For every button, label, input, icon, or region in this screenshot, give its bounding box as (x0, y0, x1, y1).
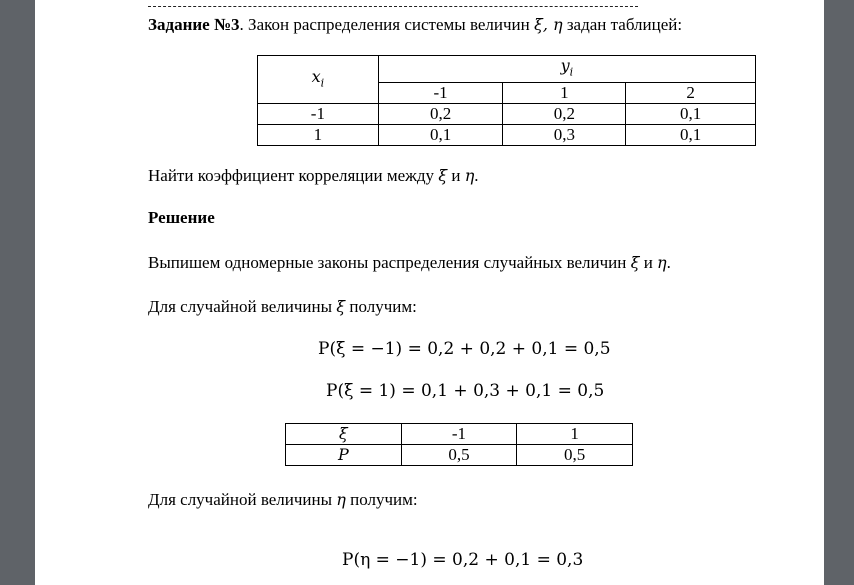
find-dot: . (474, 166, 479, 185)
document-page (35, 0, 824, 585)
p-label: P (286, 445, 402, 466)
col-header-cell (378, 56, 755, 83)
marginal-dot: . (666, 253, 671, 272)
table-row (258, 104, 756, 125)
find-and: и (447, 166, 465, 185)
formula-xi-one: P(ξ = 1) = 0,1 + 0,3 + 0,1 = 0,5 (326, 381, 605, 401)
formula-eta-minus-one: P(η = −1) = 0,2 + 0,1 = 0,3 (342, 550, 584, 570)
xi-value: -1 (401, 424, 517, 445)
xi-header: ξ (286, 424, 402, 445)
marginal-var-eta: η (657, 253, 667, 272)
formula-xi-minus-one: P(ξ = −1) = 0,2 + 0,2 + 0,1 = 0,5 (318, 339, 611, 359)
col-header-sub: i (569, 65, 574, 79)
find-var-eta: η (464, 166, 475, 185)
table-row (286, 424, 633, 445)
xi-intro-text: Для случайной величины (148, 297, 337, 316)
marginal-and: и (639, 253, 658, 272)
eta-intro-var: η (336, 490, 346, 509)
marginal-intro (148, 253, 671, 273)
row-header: x (311, 66, 321, 86)
xi-probability: 0,5 (517, 445, 633, 466)
xi-intro (148, 297, 417, 317)
probability-cell: 0,2 (378, 104, 503, 125)
task-tail: задан таблицей: (562, 15, 683, 34)
xi-probability: 0,5 (401, 445, 517, 466)
y-value: 2 (626, 83, 756, 104)
row-header-sub: i (320, 75, 325, 89)
task-text: . Закон распределения системы величин (239, 15, 534, 34)
xi-value: 1 (517, 424, 633, 445)
joint-distribution-table (257, 55, 756, 146)
row-header-cell (258, 56, 379, 104)
probability-cell: 0,3 (503, 125, 626, 146)
y-value: -1 (378, 83, 503, 104)
find-var-xi: ξ (438, 166, 448, 185)
marginal-var-xi: ξ (630, 253, 640, 272)
marginal-text: Выпишем одномерные законы распределения случайных величин (148, 253, 631, 272)
col-header: y (560, 56, 570, 75)
probability-cell: 0,2 (503, 104, 626, 125)
eta-intro-text: Для случайной величины (148, 490, 337, 509)
task-statement (148, 15, 682, 35)
probability-cell: 0,1 (378, 125, 503, 146)
probability-cell: 0,1 (626, 125, 756, 146)
xi-intro-var: ξ (336, 297, 346, 316)
xi-distribution-table (285, 423, 633, 466)
solution-heading: Решение (148, 208, 215, 227)
y-value: 1 (503, 83, 626, 104)
xi-intro-tail: получим: (345, 297, 417, 316)
find-statement (148, 166, 479, 186)
eta-intro (148, 490, 418, 510)
x-value: -1 (258, 104, 379, 125)
dashed-separator (148, 0, 638, 7)
task-label: Задание №3 (148, 15, 240, 34)
probability-cell: 0,1 (626, 104, 756, 125)
eta-intro-tail: получим: (345, 490, 418, 509)
task-vars: ξ, η (534, 15, 563, 34)
table-row (258, 125, 756, 146)
table-row (286, 445, 633, 466)
x-value: 1 (258, 125, 379, 146)
find-text: Найти коэффициент корреляции между (148, 166, 439, 185)
